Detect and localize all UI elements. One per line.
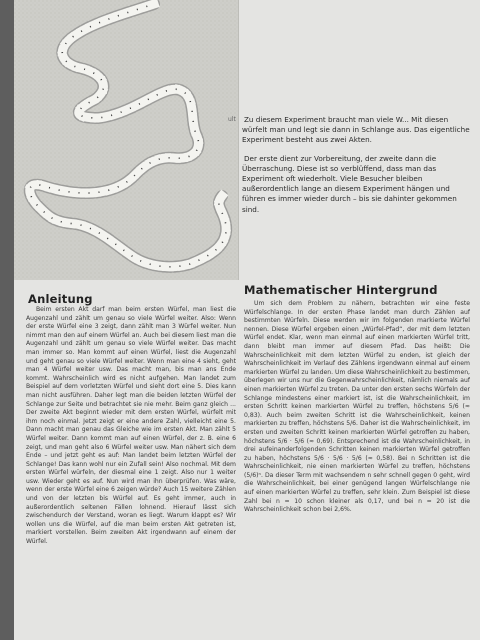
intro-text [228, 115, 474, 223]
anleitung-heading: Anleitung [28, 292, 93, 306]
hintergrund-text: Um sich dem Problem zu nähern, betrachten wir eine feste Würfelschlange. In der ersten Phase landet man durch Zählen auf bestimmten Würfeln. Diese werden wir im folgenden markierte Würfel nennen. Diese Würfel ergeben einen „Würfel-Pfad“, der mit dem letzten Würfel endet. Klar, wenn man einmal auf einen markierten Würfel tritt, dann bleibt man immer auf diesem Pfad. Das heißt: Die Wahrscheinlichkeit mit dem letzten Würfel zu enden, ist gleich der Wahrscheinlichkeit im Verlauf des Zählens irgendwann einmal auf einem markierten Würfel zu landen. Um diese Wahrscheinlichkeit zu bestimmen, überlegen wir uns nur die Gegenwahrscheinlichkeit, nämlich niemals auf einen markierten Würfel zu treten. Da unter den ersten sechs Würfeln der Schlange mindestens einer markiert ist, ist die Wahrscheinlichkeit, im ersten Schritt keinen markierten Würfel zu treffen, höchstens 5/6 (≈ 0,83). Auch beim zweiten Schritt ist die Wahrscheinlichkeit, keinen markierten zu treffen, höchstens 5/6. Daher ist die Wahrscheinlichkeit, im ersten und zweiten Schritt keinen markierten Würfel getroffen zu haben, höchstens 5/6 · 5/6 (≈ 0,69). Entsprechend ist die Wahrscheinlichkeit, in drei aufeinanderfolgenden Schritten keinen markierten Würfel getroffen zu haben, höchstens 5/6 · 5/6 · 5/6 (≈ 0,58). Bei n Schritten ist die Wahrscheinlichkeit, nie einen markierten Würfel zu treffen, höchstens (5/6)ⁿ. Da dieser Term mit wachsendem n sehr schnell gegen 0 geht, wird die Wahrscheinlichkeit, bei einer genügend langen Würfelschlange nie auf einen markierten Würfel zu treffen, sehr klein. Zum Beispiel ist diese Zahl bei n = 10 schon kleiner als 0,17, und bei n = 20 ist die Wahrscheinlichkeit schon bei 2,6%. [244, 300, 470, 514]
intro-paragraph-1: Zu diesem Experiment braucht man viele W... Mit diesen würfelt man und legt sie dann in Schlange aus. Das eigentliche Experiment besteht aus zwei Akten. [242, 115, 470, 145]
dice-snake-illustration [14, 0, 238, 280]
handwritten-note: ult [228, 116, 236, 123]
dice-snake-photo [14, 0, 239, 280]
anleitung-text: Beim ersten Akt darf man beim ersten Würfel, man liest die Augenzahl und zählt um genau so viele Würfel weiter. Also: Wenn der erste Würfel eine 3 zeigt, dann zählt man 3 Würfel weiter. Nun nimmt man den auf einem Würfel an. Auch bei diesem liest man die Augenzahl und zählt um genau so viele Würfel weiter. Das macht man immer so. Man kommt auf einen Würfel, liest die Augenzahl und geht genau so viele Würfel weiter. Wenn man eine 4 sieht, geht man 4 Würfel weiter usw. Das macht man, bis man ans Ende kommt. Wahrscheinlich wird es nicht aufgehen. Man landet zum Beispiel auf dem vorletzten Würfel und sieht dort eine 5. Dies kann man nicht ausführen. Daher legt man die beiden letzten Würfel der Schlange zur Seite und betrachtet sie nie mehr. Beim ganz gleich ... Der zweite Akt beginnt wieder mit dem ersten Würfel, würfelt mit ihm noch einmal. Jetzt zeigt er eine andere Zahl, vielleicht eine 5. Dann macht man genau das Gleiche wie im ersten Akt. Man zählt 5 Würfel weiter. Dann kommt man auf einen Würfel, der z. B. eine 6 zeigt, und man geht also 6 Würfel weiter usw. Man nähert sich dem Ende – und jetzt geht es auf: Man landet beim letzten Würfel der Schlange! Das kann wohl nur ein Zufall sein! Also nochmal. Mit dem ersten Würfel würfeln, der diesmal eine 1 zeigt. Also nur 1 weiter usw. Wieder geht es auf. Nun wird man ihn überprüfen. Was wäre, wenn der erste Würfel eine 6 zeigen würde? Auch 15 weitere Zählen und von der letzten bis Würfel auf. Es geht immer, auch in außerordentlich seltenen Fällen lohnend. Hierauf lässt sich zwischendurch der Verstand, woran es liegt. Warum klappt es? Wir wollen uns die Würfel, auf die man beim ersten Akt getreten ist, markiert vorstellen. Beim zweiten Akt irgendwann auf einem der Würfel. [26, 306, 236, 546]
hintergrund-column [244, 300, 470, 640]
intro-paragraph-2: Der erste dient zur Vorbereitung, der zweite dann die Überraschung. Diese ist so verblüffend, dass man das Experiment oft wiederholt. Viele Besucher bleiben außerordentlich lange an diesem Experiment hängen und führen es immer wieder durch – bis sie dahinter gekommen sind. [242, 153, 457, 214]
anleitung-column [26, 306, 236, 640]
hintergrund-heading: Mathematischer Hintergrund [244, 283, 438, 297]
